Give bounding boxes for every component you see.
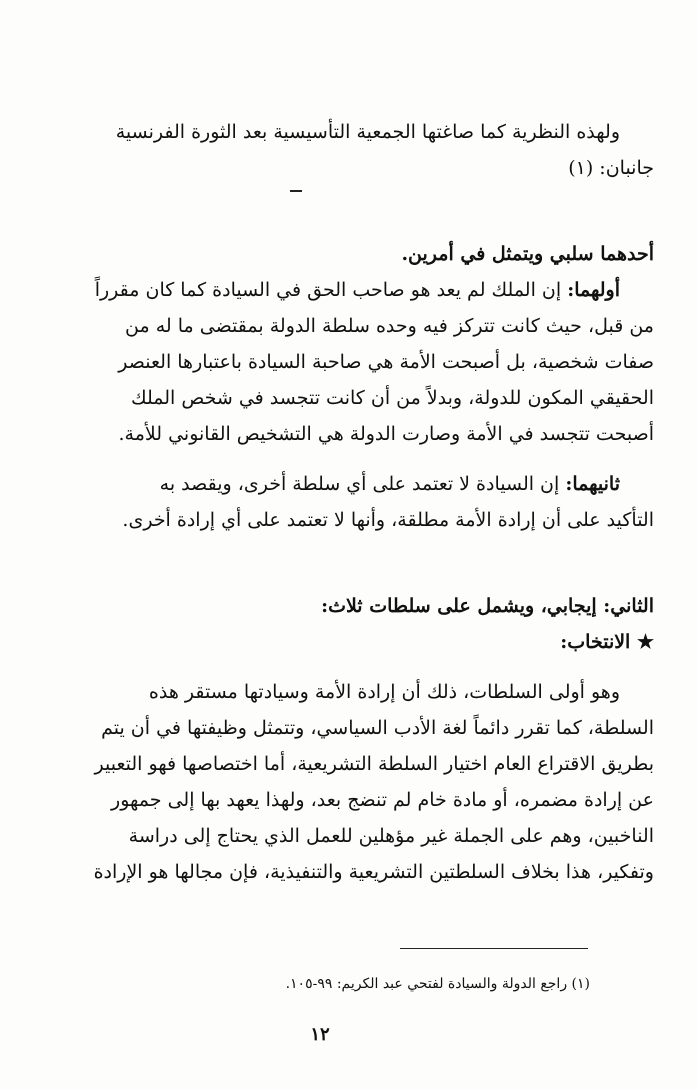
section2-heading: الثاني: إيجابي، ويشمل على سلطات ثلاث: <box>321 595 654 617</box>
first-point-label: أولهما: <box>567 279 620 301</box>
first-point-line-5: أصبحت تتجسد في الأمة وصارت الدولة هي التشخيص القانوني للأمة. <box>118 423 654 445</box>
second-point-text-1: إن السيادة لا تعتمد على أي سلطة أخرى، ويقصد به <box>159 473 560 495</box>
intro-line-1: ولهذه النظرية كما صاغتها الجمعية التأسيسية بعد الثورة الفرنسية <box>115 121 620 143</box>
election-line-3: بطريق الاقتراع العام اختيار السلطة التشريعية، أما اختصاصها فهو التعبير <box>94 753 654 775</box>
second-point-line-2: التأكيد على أن إرادة الأمة مطلقة، وأنها لا تعتمد على أي إرادة أخرى. <box>122 509 654 531</box>
page-number: ١٢ <box>310 1024 330 1045</box>
dash-mark <box>290 190 302 192</box>
election-line-6: وتفكير، هذا بخلاف السلطتين التشريعية والتنفيذية، فإن مجالها هو الإرادة <box>93 861 654 883</box>
footnote-divider <box>400 948 588 949</box>
first-point-line-2: من قبل، حيث كانت تتركز فيه وحده سلطة الدولة بمقتضى ما له من <box>125 315 654 337</box>
section2-subheading: ★ الانتخاب: <box>560 631 654 653</box>
section-negative <box>36 236 654 538</box>
election-line-1: وهو أولى السلطات، ذلك أن إرادة الأمة وسيادتها مستقر هذه <box>148 681 620 703</box>
election-line-5: الناخبين، وهم على الجملة غير مؤهلين للعمل الذي يحتاج إلى دراسة <box>128 825 654 847</box>
election-line-4: عن إرادة مضمره، أو مادة خام لم تنضج بعد، ولهذا يعهد بها إلى جمهور <box>111 789 654 811</box>
footnote: (١) راجع الدولة والسيادة لفتحي عبد الكريم: ٩٩-١٠٥. <box>285 976 590 992</box>
first-point-text-1: إن الملك لم يعد هو صاحب الحق في السيادة كما كان مقرراً <box>94 279 562 301</box>
intro-line-2: جانبان: (١) <box>568 157 654 179</box>
section-positive <box>36 588 654 890</box>
spacer <box>36 452 654 466</box>
second-point-label: ثانيهما: <box>565 473 620 495</box>
section1-heading: أحدهما سلبي ويتمثل في أمرين. <box>401 243 654 265</box>
second-point-line-1 <box>36 466 654 502</box>
intro-paragraph <box>36 114 654 186</box>
election-line-2: السلطة، كما تقرر دائماً لغة الأدب السياسي، وتتمثل وظيفتها في أن يتم <box>101 717 654 739</box>
spacer <box>36 660 654 674</box>
first-point-line-1 <box>36 272 654 308</box>
first-point-line-4: الحقيقي المكون للدولة، وبدلاً من أن كانت تتجسد في شخص الملك <box>130 387 654 409</box>
first-point-line-3: صفات شخصية، بل أصبحت الأمة هي صاحبة السيادة باعتبارها العنصر <box>118 351 654 373</box>
